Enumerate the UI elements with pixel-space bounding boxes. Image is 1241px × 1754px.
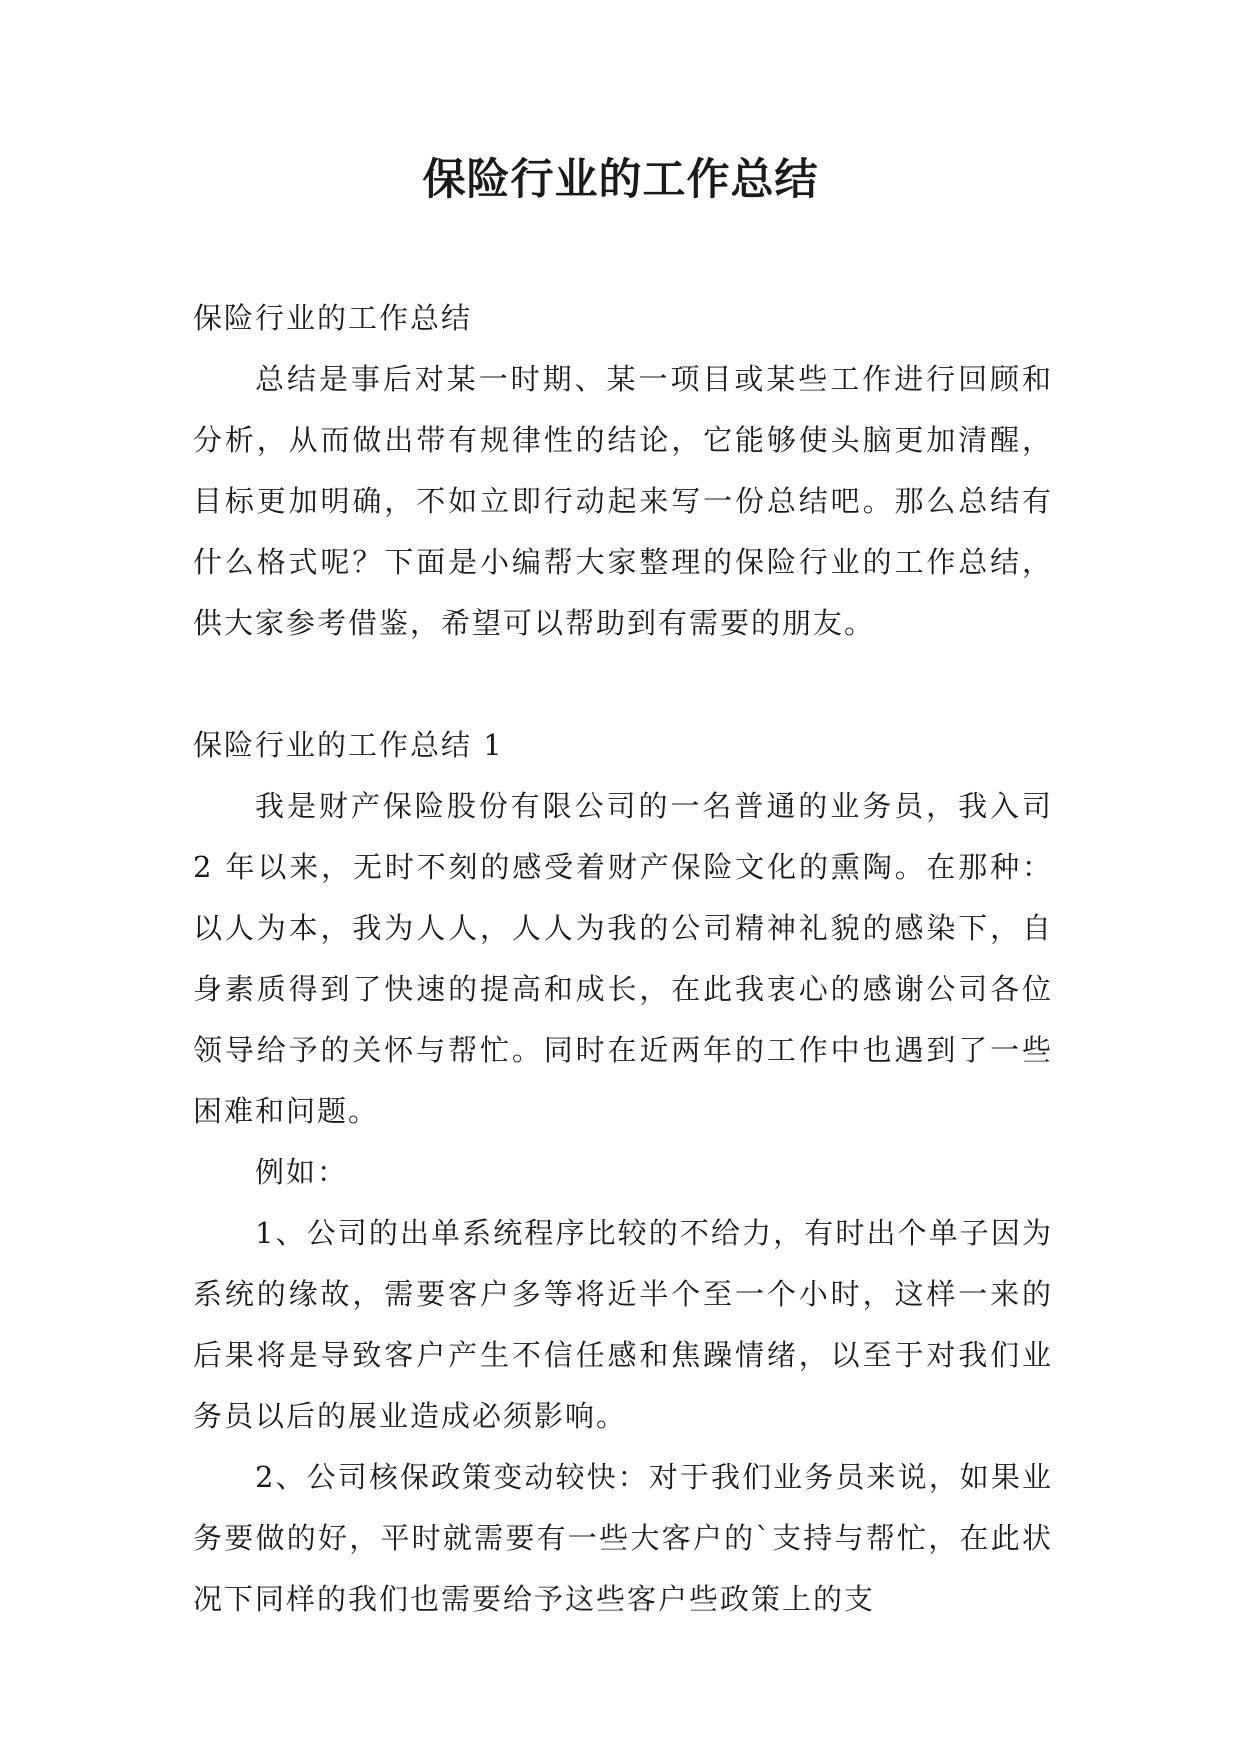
section1-paragraph: 我是财产保险股份有限公司的一名普通的业务员，我入司 2 年以来，无时不刻的感受着财产保险文化的熏陶。在那种：以人为本，我为人人，人人为我的公司精神礼貌的感染下，自身素质得到了快速的提高和成长，在此我衷心的感谢公司各位领导给予的关怀与帮忙。同时在近两年的工作中也遇到了一些困难和问题。 [193, 789, 1053, 1128]
list-item-2: 2、公司核保政策变动较快：对于我们业务员来说，如果业务要做的好，平时就需要有一些大客户的`支持与帮忙，在此状况下同样的我们也需要给予这些客户些政策上的支 [193, 1460, 1053, 1616]
intro-paragraph: 总结是事后对某一时期、某一项目或某些工作进行回顾和分析，从而做出带有规律性的结论，它能够使头脑更加清醒，目标更加明确，不如立即行动起来写一份总结吧。那么总结有什么格式呢？下面是小编帮大家整理的保险行业的工作总结，供大家参考借鉴，希望可以帮助到有需要的朋友。 [193, 362, 1053, 640]
document-title: 保险行业的工作总结 [422, 155, 819, 205]
section-spacer [193, 654, 1053, 715]
list-item-1: 1、公司的出单系统程序比较的不给力，有时出个单子因为系统的缘故，需要客户多等将近半个至一个小时，这样一来的后果将是导致客户产生不信任感和焦躁情绪，以至于对我们业务员以后的展业造成必须影响。 [193, 1216, 1053, 1433]
section1-heading: 保险行业的工作总结 1 [193, 728, 504, 762]
intro-heading: 保险行业的工作总结 [193, 301, 473, 335]
example-label: 例如： [255, 1155, 349, 1189]
document-body [193, 288, 1053, 1630]
